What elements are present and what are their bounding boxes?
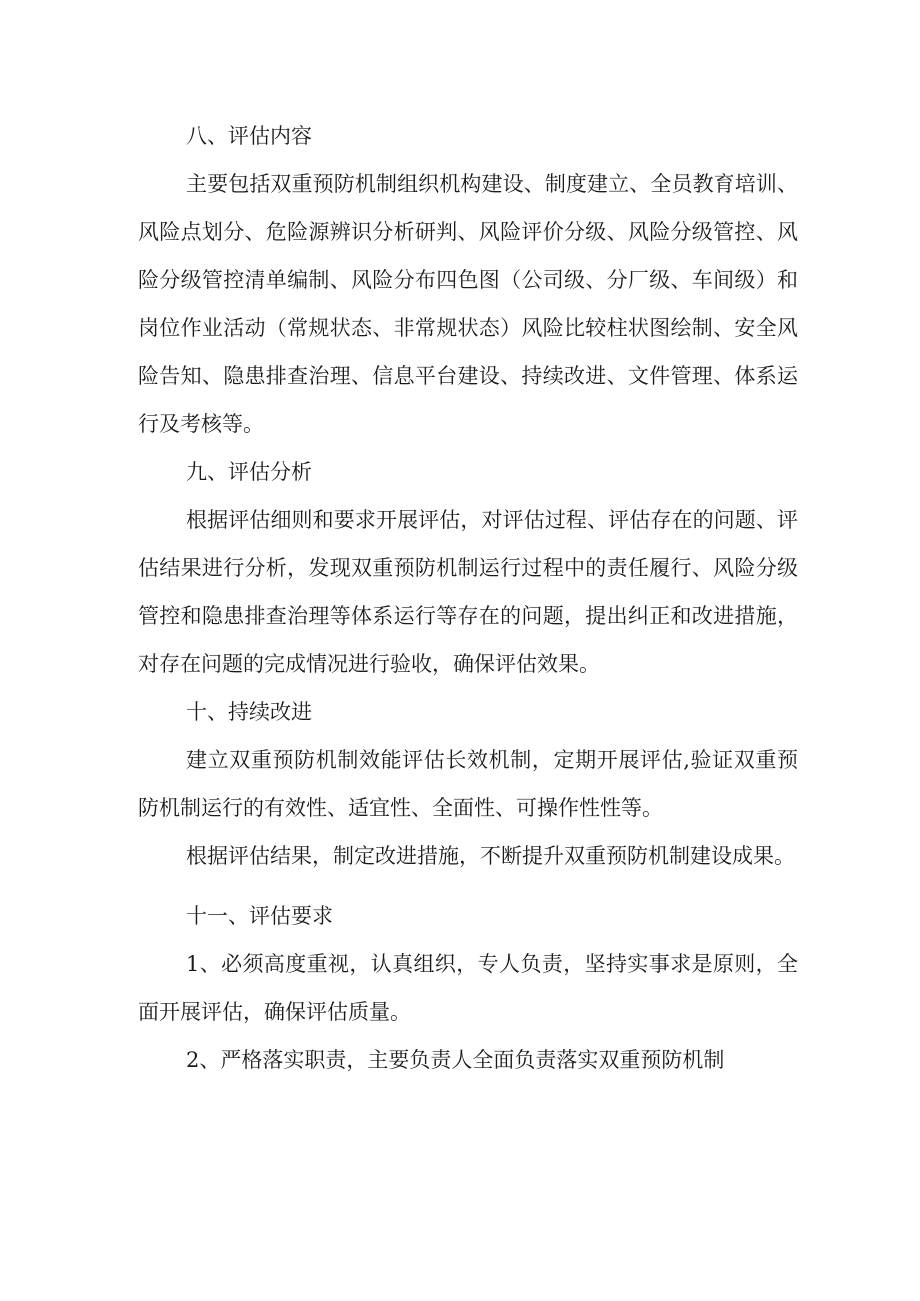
paragraph-continuous-improvement-2: 根据评估结果，制定改进措施，不断提升双重预防机制建设成果。	[186, 844, 795, 868]
paragraph-requirement-1: 1、必须高度重视，认真组织，专人负责，坚持实事求是原则，全面开展评估，确保评估质量。	[138, 952, 798, 1024]
paragraph-evaluation-analysis: 根据评估细则和要求开展评估，对评估过程、评估存在的问题、评估结果进行分析，发现双重预防机制运行过程中的责任履行、风险分级管控和隐患排查治理等体系运行等存在的问题，提出纠正和改进措施，对存在问题的完成情况进行验收，确保评估效果。	[138, 508, 798, 676]
section-heading-evaluation-requirements: 十一、评估要求	[186, 904, 333, 928]
section-heading-evaluation-content: 八、评估内容	[186, 124, 312, 148]
section-heading-evaluation-analysis: 九、评估分析	[186, 460, 312, 484]
paragraph-requirement-2: 2、严格落实职责，主要负责人全面负责落实双重预防机制	[186, 1048, 725, 1072]
section-spacer	[138, 880, 798, 892]
paragraph-evaluation-content: 主要包括双重预防机制组织机构建设、制度建立、全员教育培训、风险点划分、危险源辨识分析研判、风险评价分级、风险分级管控、风险分级管控清单编制、风险分布四色图（公司级、分厂级、车间级）和岗位作业活动（常规状态、非常规状态）风险比较柱状图绘制、安全风险告知、隐患排查治理、信息平台建设、持续改进、文件管理、体系运行及考核等。	[138, 172, 798, 436]
section-heading-continuous-improvement: 十、持续改进	[186, 700, 312, 724]
paragraph-continuous-improvement-1: 建立双重预防机制效能评估长效机制，定期开展评估,验证双重预防机制运行的有效性、适宜性、全面性、可操作性性等。	[138, 748, 798, 820]
document-body	[138, 112, 798, 1084]
